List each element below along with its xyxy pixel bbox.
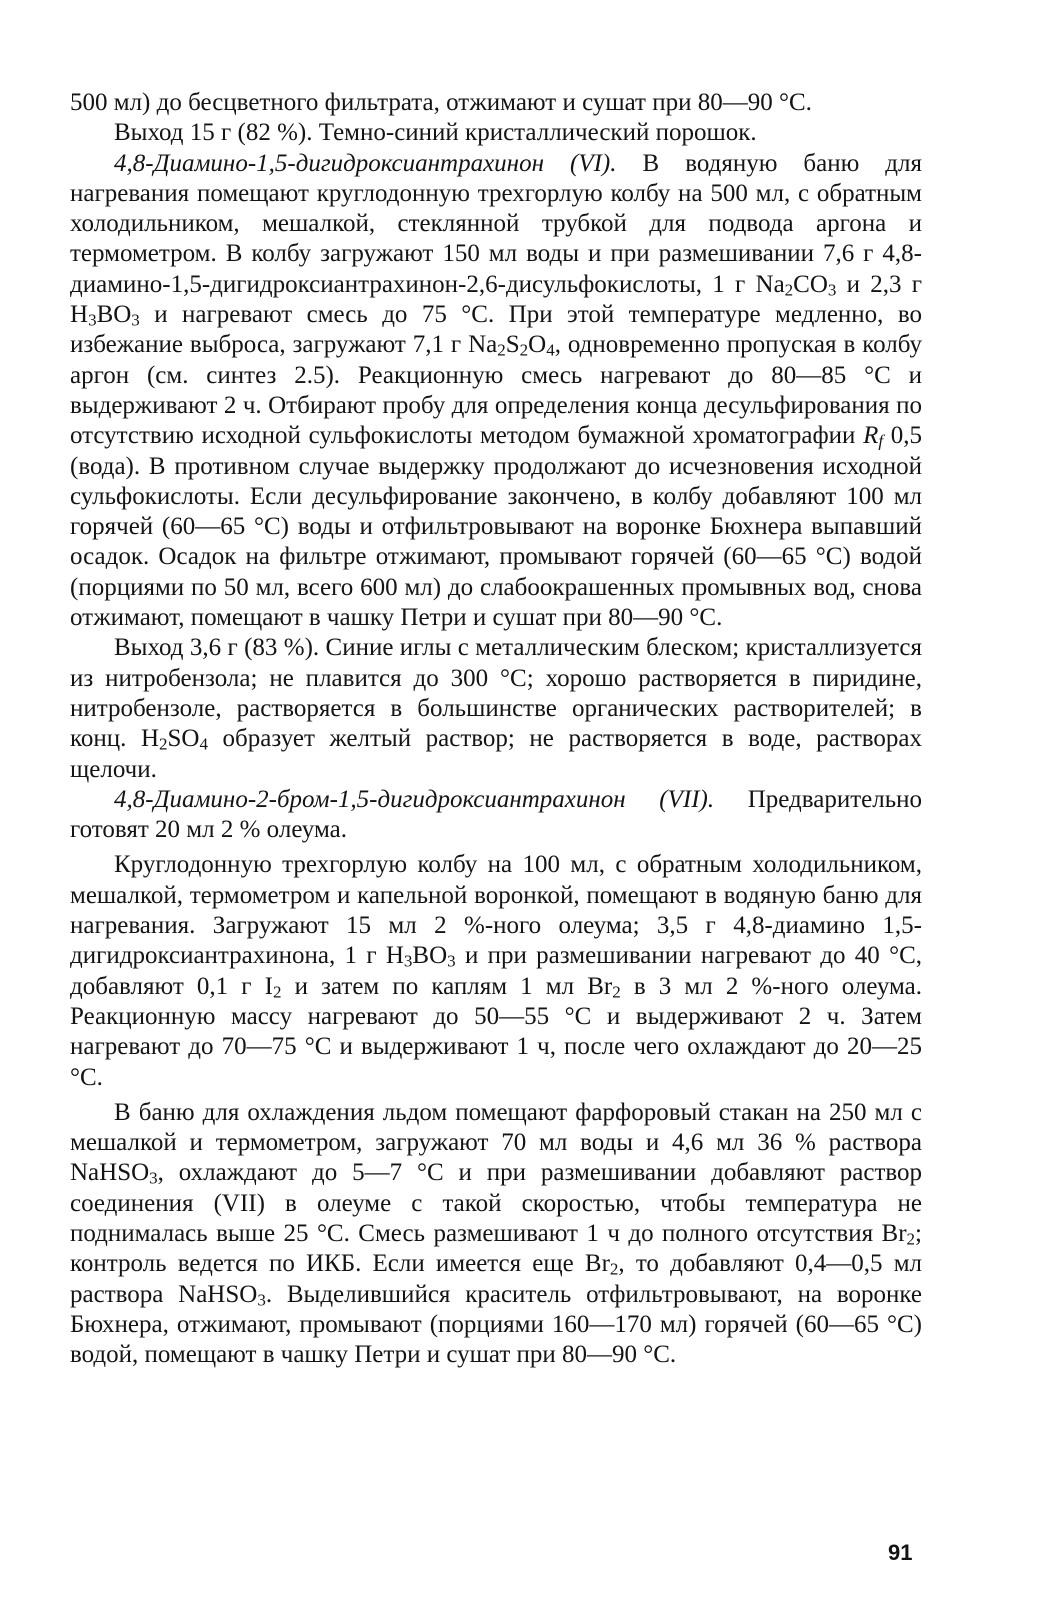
subscript: 2 [497,340,506,360]
paragraph-text: В водяную баню для нагревания помещают круглодонную трехгорлую колбу на 500 мл, с обратным холодильником, мешалкой, стеклянной трубкой для подвода аргона и термометром. В колбу загружают 150 мл воды и при размешивании 7,6 г 4,8-диамино-1,5-дигидроксиантрахинон-2,6-дисульфокислоты, 1 г Na [70,149,922,298]
paragraph-yield-vi [70,633,922,784]
paragraph-text: . Выделившийся краситель отфильтровывают, на воронке Бюхнера, отжимают, промывают (порциями 160—170 мл) горячей (60—65 °С) водой, помещают в чашку Петри и сушат при 80—90 °С. [70,1280,922,1369]
subscript: 3 [827,280,837,300]
paragraph-text: , охлаждают до 5—7 °С и при размешивании добавляют раствор соединения (VII) в олеуме с такой скоростью, чтобы температура не поднималась выше 25 °С. Смесь размешивают 1 ч до полного отсутствия Br [70,1159,922,1247]
paragraph-text: Круглодонную трехгорлую колбу на 100 мл, с обратным холодильником, мешалкой, термометром и капельной воронкой, помещают в водяную баню для нагревания. Загружают 15 мл 2 %-ного олеума; 3,5 г 4,8-диамино 1,5-дигидроксиантрахинона, 1 г H [70,851,922,970]
paragraph-text: Выход 3,6 г (83 %). Синие иглы с металлическим блеском; кристаллизуется из нитробензола; не плавится до 300 °С; хорошо растворяется в пиридине, нитробензоле, растворяется в большинстве органических растворителей; в конц. H [70,634,922,753]
paragraph-yield-v [70,118,922,148]
subscript: 4 [199,734,208,754]
paragraph-text: SO [167,725,200,753]
subscript: 2 [906,1229,916,1249]
compound-title-vii: 4,8-Диамино-2-бром-1,5-дигидроксиантрахинон (VII). [114,785,715,813]
subscript: 2 [272,982,282,1001]
subscript: 2 [609,1259,619,1279]
paragraph-text: образует желтый раствор; не растворяется в воде, растворах щелочи. [70,725,922,783]
paragraph-text: и нагревают смесь до 75 °С. При этой температуре медленно, во избежание выброса, загружают 7,1 г Na [70,301,922,359]
paragraph-synthesis-vii [70,785,922,846]
subscript: 4 [546,340,555,360]
subscript: 2 [612,982,621,1001]
paragraph-text: , то добавляют 0,4—0,5 мл раствора NaHSO [70,1250,922,1308]
paragraph-text: и 2,3 г H [70,270,923,329]
subscript: 3 [257,1289,266,1309]
paragraph-text: S [505,331,520,359]
paragraph-text: BO [96,301,132,329]
paragraph-text: O [528,331,547,359]
subscript: 3 [88,310,97,330]
paragraph-text: ; контроль ведется по ИКБ. Если имеется еще Br [70,1219,922,1278]
subscript: 3 [447,951,456,971]
paragraph-text: , одновременно пропуская в колбу аргон (см. синтез 2.5). Реакционную смесь нагревают до 80—85 °С и выдерживают 2 ч. Отбирают пробу для определения конца десульфирования по отсутствию исходной сульфокислоты методом бумажной хроматографии [70,331,922,450]
paragraph-text: Предварительно готовят 20 мл 2 % олеума. [70,785,922,844]
subscript: 3 [149,1168,158,1188]
paragraph-bromination [70,850,922,1092]
compound-title-vi: 4,8-Диамино-1,5-дигидроксиантрахинон (VI). [114,149,617,177]
paragraph-text: 500 мл) до бесцветного фильтрата, отжимают и сушат при 80—90 °С. [70,89,812,116]
paragraph-drying-note [70,88,922,118]
subscript: 3 [131,310,140,330]
paragraph-text: В баню для охлаждения льдом помещают фарфоровый стакан на 250 мл с мешалкой и термометром, загружают 70 мл воды и 4,6 мл 36 % раствора NaHSO [70,1098,922,1187]
paragraph-text: в 3 мл 2 %-ного олеума. Реакционную массу нагревают до 50—55 °С и выдерживают 2 ч. Затем нагревают до 70—75 °С и выдерживают 1 ч, после чего охлаждают до 20—25 °С. [70,972,923,1091]
rf-symbol: R [863,422,879,450]
paragraph-workup [70,1098,922,1371]
paragraph-text: и при размешивании нагревают до 40 °С, добавляют 0,1 г I [70,942,922,1000]
subscript: 2 [519,340,529,360]
paragraph-text: Выход 15 г (82 %). Темно-синий кристаллический порошок. [114,119,757,147]
paragraph-synthesis-vi [70,149,922,634]
subscript: 2 [784,280,794,300]
paragraph-text: BO [412,942,448,970]
paragraph-text: 0,5 (вода). В противном случае выдержку продолжают до исчезновения исходной сульфокислоты. Если десульфирование закончено, в колбу добавляют 100 мл горячей (60—65 °С) воды и отфильтровывают на воронке Бюхнера выпавший осадок. Осадок на фильтре отжимают, промывают горячей (60—65 °С) водой (порциями по 50 мл, всего 600 мл) до слабоокрашенных промывных вод, снова отжимают, помещают в чашку Петри и сушат при 80—90 °С. [70,422,922,632]
rf-subscript: f [878,431,884,451]
paragraph-text: и затем по каплям 1 мл Br [281,972,613,1000]
body-text [70,88,922,1370]
subscript: 2 [159,734,168,754]
page-number: 91 [888,1540,913,1565]
paragraph-text: CO [793,270,828,298]
subscript: 3 [403,951,413,971]
